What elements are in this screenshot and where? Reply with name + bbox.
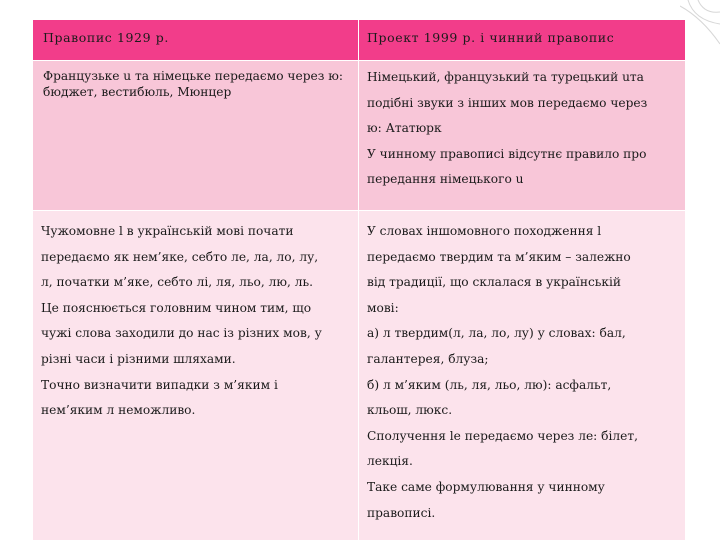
row1-left-cell bbox=[33, 60, 359, 210]
row1-right-cell bbox=[359, 60, 685, 210]
header-left bbox=[33, 20, 359, 60]
row1-right-line: У чинному правописі відсутнє правило про bbox=[367, 146, 647, 161]
row2-left-line: різні часи і різними шляхами. bbox=[41, 351, 236, 366]
row2-right-line: лекція. bbox=[367, 454, 413, 469]
row1-right-line: подібні звуки з інших мов передаємо через bbox=[367, 95, 648, 110]
row2-right-line: У словах іншомовного походження l bbox=[367, 224, 602, 238]
row2-left-line: Точно визначити випадки з м’яким і bbox=[41, 377, 278, 392]
row2-right-line: галантерея, блуза; bbox=[367, 351, 489, 366]
row2-left-line: передаємо як нем’яке, себто ле, ла, ло, лу, bbox=[41, 249, 319, 264]
row2-right-line: від традиції, що склалася в українській bbox=[367, 275, 622, 290]
header-right-text: Проект 1999 р. і чинний правопис bbox=[367, 30, 615, 45]
row2-left-line: нем’яким л неможливо. bbox=[41, 403, 196, 418]
corner-ornament-icon bbox=[680, 0, 720, 56]
row2-right-line: передаємо твердим та м’яким – залежно bbox=[367, 249, 631, 264]
row1-right-line: Німецький, французький та турецький uта bbox=[367, 70, 644, 84]
row2-right-line: кльош, люкс. bbox=[367, 403, 453, 418]
row2-left-line: Це пояснюється головним чином тим, що bbox=[41, 300, 312, 315]
header-right bbox=[359, 20, 685, 60]
row2-left-line: л, початки м’яке, себто лі, ля, льо, лю, ль. bbox=[41, 275, 313, 290]
spelling-comparison-table bbox=[33, 20, 685, 540]
row2-left-cell bbox=[33, 210, 359, 540]
row2-right-line: правописі. bbox=[367, 505, 436, 520]
row2-right-cell bbox=[359, 210, 685, 540]
row1-left-text: Французьке u та німецьке передаємо через ю: бюджет, вестибюль, Мюнцер bbox=[43, 69, 343, 99]
header-left-text: Правопис 1929 р. bbox=[43, 30, 169, 45]
row2-right-line: мові: bbox=[367, 300, 399, 315]
row2-right-line: Сполучення le передаємо через ле: білет, bbox=[367, 428, 638, 443]
row1-right-line: ю: Ататюрк bbox=[367, 121, 442, 136]
row2-right-line: б) л м’яким (ль, ля, льо, лю): асфальт, bbox=[367, 377, 612, 392]
row1-right-line: передання німецького u bbox=[367, 172, 524, 187]
row2-right-line: а) л твердим(л, ла, ло, лу) у словах: бал, bbox=[367, 326, 626, 341]
row2-right-line: Таке саме формулювання у чинному bbox=[367, 479, 605, 494]
row2-left-line: Чужомовне l в українській мові почати bbox=[41, 224, 294, 238]
row2-left-line: чужі слова заходили до нас із різних мов, у bbox=[41, 326, 322, 341]
